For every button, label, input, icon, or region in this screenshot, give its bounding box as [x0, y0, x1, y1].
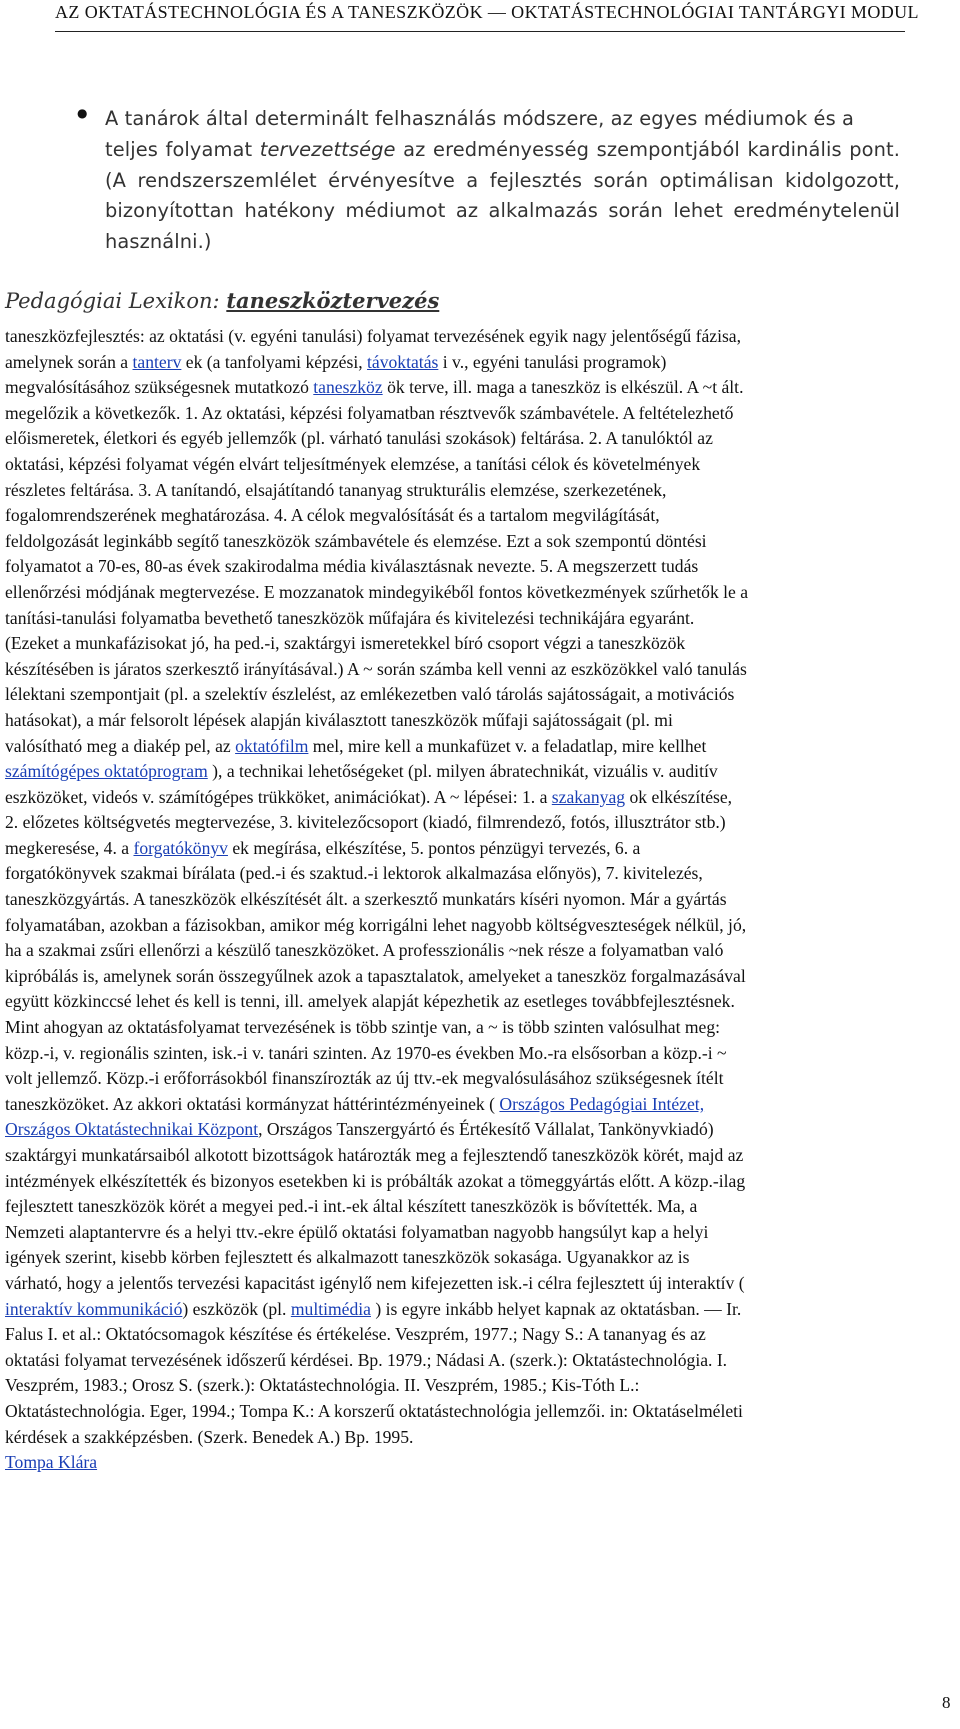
body-line: eszközöket, videós v. számítógépes trükköket, animációkat). A ~ lépései: 1. a szakanyag ok elkészítése, [5, 786, 733, 807]
body-line: ellenőrzési módjának megtervezése. E mozzanatok mindegyikéből fontos következmények szűrhetők le a [5, 581, 749, 602]
link-tanterv[interactable]: tanterv [132, 351, 182, 372]
body-line: interaktív kommunikáció) eszközök (pl. multimédia ) is egyre inkább helyet kapnak az oktatásban. ― Ir. [5, 1298, 742, 1319]
link-orszagos-pedagogiai-intezet[interactable]: Országos Pedagógiai Intézet, [499, 1093, 705, 1114]
page-number: 8 [942, 1693, 951, 1712]
link-taneszkoz[interactable]: taneszköz [313, 377, 383, 398]
body-line: megkeresése, 4. a forgatókönyv ek megírása, elkészítése, 5. pontos pénzügyi tervezés, 6. a [5, 837, 641, 858]
body-line: Falus I. et al.: Oktatócsomagok készítése és értékelése. Veszprém, 1977.; Nagy S.: A tananyag és az [5, 1324, 706, 1345]
body-line: tanítási-tanulási folyamatba bevethető taneszközök műfajára és kivitelezési technikájára egyaránt. [5, 607, 695, 628]
body-line: szaktárgyi munkatársaiból alkotott bizottságok határozták meg a fejlesztendő taneszközök körét, majd az [5, 1145, 744, 1165]
body-line: fogalomrendszerének meghatározása. 4. A célok megvalósítását és a tartalom megvilágítását, [5, 505, 660, 526]
body-line: megvalósításához szükségesnek mutatkozó taneszköz ök terve, ill. maga a taneszköz is elkészül. A ~t ált. [5, 377, 744, 398]
body-line: fejlesztett taneszközök körét a megyei ped.-i int.-ek által készített taneszközök is bővítették. Ma, a [5, 1196, 698, 1217]
body-line: lélektani szempontjait (pl. a szelektív észlelést, az emlékezetben való tárolás sajátosságait, a motivációs [5, 684, 735, 705]
bullet-line-1: A tanárok által determinált felhasználás módszere, az egyes médiumok és a [105, 107, 855, 130]
body-line: volt jellemző. Közp.-i erőforrásokból finanszírozták az új ttv.-ek megvalósulásához szükségesnek ítélt [5, 1068, 724, 1089]
body-line: taneszközgyártás. A taneszközök elkészítését ált. a szerkesztő munkatárs kíséri nyomon. Már a gyártás [5, 889, 727, 910]
body-line: igények szerint, kisebb körben fejlesztett és alkalmazott taneszközök sokasága. Ugyanakkor az is [5, 1247, 690, 1268]
bullet-icon: ● [77, 106, 88, 120]
body-line: kérdések a szakképzésben. (Szerk. Benedek A.) Bp. 1995. [5, 1426, 414, 1447]
body-line: amelynek során a tanterv ek (a tanfolyami képzési, távoktatás i v., egyéni tanulási programok) [5, 351, 667, 372]
body-line: (Ezeket a munkafázisokat jó, ha ped.-i, szaktárgyi ismeretekkel bíró csoport végzi a taneszközök [5, 633, 686, 654]
lexikon-body [5, 324, 955, 1476]
body-line: kipróbálás is, amelynek során összegyűlnek azok a tapasztalatok, amelyeket a taneszköz forgalmazásával [5, 965, 746, 986]
body-line: taneszközöket. Az akkori oktatási kormányzat háttérintézményeinek ( Országos Pedagógiai Intézet, [5, 1093, 705, 1114]
body-line [5, 1450, 955, 1476]
body-line: várható, hogy a jelentős tervezési kapacitást igénylő nem kifejezetten isk.-i célra fejlesztett új interaktív ( [5, 1272, 745, 1293]
body-line: forgatókönyvek szakmai bírálata (ped.-i és szaktud.-i lektorok alkalmazása előnyös), 7. kivitelezés, [5, 863, 703, 884]
body-line: Oktatástechnológia. Eger, 1994.; Tompa K.: A korszerű oktatástechnológia jellemzői. in: Oktatáselméleti [5, 1400, 743, 1421]
body-line: intézmények elkészítették és bizonyos esetekben ki is próbálták azokat a tömeggyártás előtt. A közp.-ilag [5, 1170, 746, 1191]
body-line: oktatási, képzési folyamat végén elvárt teljesítmények elemzése, a tanítási célok és követelmények [5, 453, 701, 474]
body-line: részletes feltárása. 3. A tanítandó, elsajátítandó tananyag strukturális elemzése, szerkezetének, [5, 479, 667, 500]
body-line: számítógépes oktatóprogram ), a technikai lehetőségeket (pl. milyen ábratechnikát, vizuális v. auditív [5, 761, 718, 782]
link-szamitogepes-oktatoprogram[interactable]: számítógépes oktatóprogram [5, 761, 208, 782]
body-line: készítésében is járatos szerkesztő irányításával.) A ~ során számba kell venni az eszközökkel való tanulás [5, 658, 747, 679]
bullet-line-2b: az eredményesség szempontjából kardinális pont. [395, 137, 900, 161]
body-line: folyamatában, azokban a fázisokban, amikor még korrigálni lehet nagyobb költségveszteségek nélkül, jó, [5, 914, 747, 935]
running-header: AZ OKTATÁSTECHNOLÓGIA ÉS A TANESZKÖZÖK — OKTATÁSTECHNOLÓGIAI TANTÁRGYI MODUL [55, 2, 919, 22]
body-line: valósítható meg a diakép pel, az oktatófilm mel, mire kell a munkafüzet v. a feladatlap, mire kellhet [5, 735, 707, 756]
link-szakanyag[interactable]: szakanyag [551, 786, 626, 807]
body-line: oktatási folyamat tervezésének időszerű kérdései. Bp. 1979.; Nádasi A. (szerk.): Oktatástechnológia. I. [5, 1349, 728, 1370]
body-line: Veszprém, 1983.; Orosz S. (szerk.): Oktatástechnológia. II. Veszprém, 1985.; Kis-Tóth L.: [5, 1375, 640, 1396]
bullet-paragraph [105, 104, 900, 258]
body-line: Országos Oktatástechnikai Központ, Országos Tanszergyártó és Értékesítő Vállalat, Tankönyvkiadó) [5, 1119, 714, 1140]
bullet-rest: (A rendszerszemlélet érvényesítve a fejlesztés során optimálisan kidolgozott, bizonyítottan hatékony médiumot az alkalmazás során lehet eredménytelenül használni.) [105, 168, 900, 254]
header-rule [55, 31, 905, 32]
link-tavoktatas[interactable]: távoktatás [367, 351, 439, 372]
body-line: előismeretek, életkori és egyéb jellemzők (pl. várható tanulási szokások) feltárása. 2. A tanulóktól az [5, 428, 713, 449]
link-forgatokonyv[interactable]: forgatókönyv [133, 837, 228, 858]
bullet-line-2a: teljes folyamat [105, 137, 260, 161]
lexikon-keyword: taneszköztervezés [226, 288, 440, 313]
body-line: taneszközfejlesztés: az oktatási (v. egyéni tanulási) folyamat tervezésének egyik nagy jelentőségű fázisa, [5, 326, 742, 346]
body-line: folyamatot a 70-es, 80-as évek szakirodalma média kiválasztásnak nevezte. 5. A megszerzett tudás [5, 556, 699, 577]
link-interaktiv-kommunikacio[interactable]: interaktív kommunikáció [5, 1298, 183, 1319]
body-line: hatásokat), a már felsorolt lépések alapján kiválasztott taneszközök műfaji sajátosságait (pl. mi [5, 709, 673, 730]
body-line: együtt közkinccsé lehet és kell is tenni, ill. amelyek alapját képezhetik az esetleges továbbfejlesztésnek. [5, 991, 735, 1012]
body-line: közp.-i, v. regionális szinten, isk.-i v. tanári szinten. Az 1970-es években Mo.-ra elsősorban a közp.-i ~ [5, 1042, 727, 1063]
body-line: megelőzik a következők. 1. Az oktatási, képzési folyamatban résztvevők számbavétele. A feltételezhető [5, 402, 734, 423]
body-line: Nemzeti alaptantervre és a helyi ttv.-ekre épülő oktatási folyamatban nagyobb hangsúlyt kap a helyi [5, 1221, 709, 1242]
body-line: Mint ahogyan az oktatásfolyamat tervezésének is több szintje van, a ~ is több szinten valósulhat meg: [5, 1017, 721, 1038]
link-oktatofilm[interactable]: oktatófilm [235, 735, 309, 756]
lexikon-heading [5, 288, 439, 313]
lexikon-prefix: Pedagógiai Lexikon: [5, 289, 227, 313]
body-line: feldolgozását leginkább segítő taneszközök számbavétele és elemzése. Ezt a sok szempontú döntési [5, 530, 707, 551]
body-line: 2. előzetes költségvetés megtervezése, 3. kivitelezőcsoport (kiadó, filmrendező, fotós, illusztrátor stb.) [5, 812, 726, 833]
link-multimedia[interactable]: multimédia [290, 1298, 371, 1319]
link-orszagos-oktatastechnikai-kozpont[interactable]: Országos Oktatástechnikai Központ [5, 1119, 259, 1140]
body-line: ha a szakmai zsűri ellenőrzi a készülő taneszközöket. A professzionális ~nek része a folyamatban való [5, 940, 724, 961]
bullet-emphasis: tervezettsége [259, 137, 396, 161]
link-author[interactable]: Tompa Klára [5, 1452, 98, 1473]
